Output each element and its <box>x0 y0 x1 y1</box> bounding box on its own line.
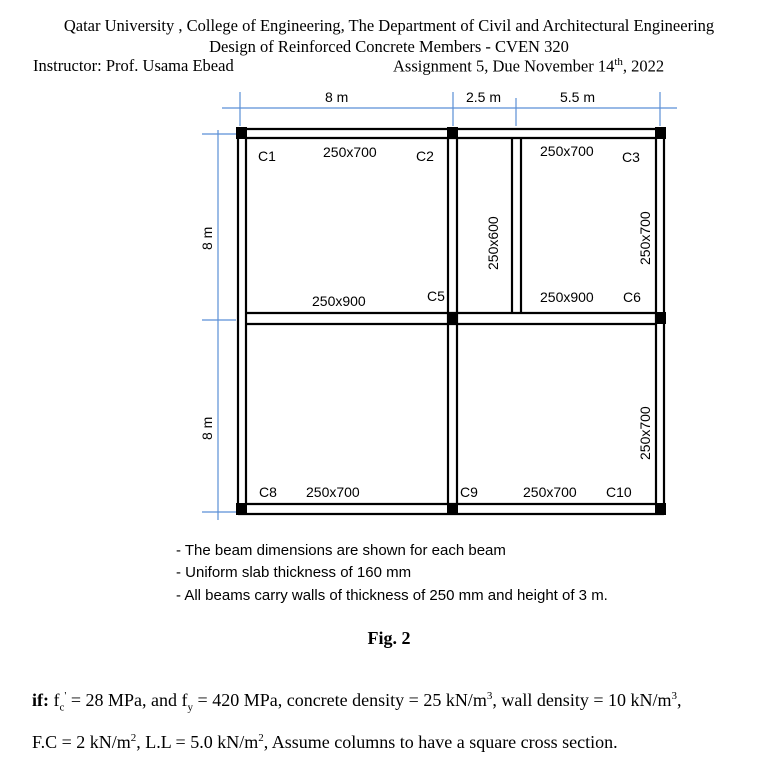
dim-top-2: 2.5 m <box>466 89 502 105</box>
label-c6: C6 <box>623 289 641 305</box>
given-line-1: if: $f_c' = 28$ MPa, and $f_y = 420$ MPa, concrete density = 25 $kN/m^3$, wall density = 10 $kN/m^3$, <box>32 690 682 714</box>
dim-left-2: 8 m <box>199 416 215 440</box>
given-fc: 28 MPa <box>85 690 143 710</box>
label-c10: C10 <box>606 484 632 500</box>
note-2: - Uniform slab thickness of 160 mm <box>176 564 412 581</box>
given-assume: Assume columns to have a square cross section. <box>271 732 618 752</box>
label-c8: C8 <box>259 484 277 500</box>
column-c2 <box>447 127 458 139</box>
assignment-suffix: , 2022 <box>622 56 665 76</box>
column-c8 <box>236 503 247 515</box>
beam-label-mid-right: 250x900 <box>540 289 594 305</box>
column-c3 <box>655 127 666 139</box>
given-concrete-density: 25 kN/m <box>423 690 487 710</box>
figure-caption: Fig. 2 <box>367 628 411 648</box>
dim-top-1: 8 m <box>325 89 349 105</box>
given-wall-density: 10 kN/m <box>607 690 672 710</box>
label-c3: C3 <box>622 149 640 165</box>
beam-label-right-lower: 250x700 <box>637 406 653 460</box>
given-line-2: F.C = 2 $kN/m^2$, L.L = 5.0 $kN/m^2$, Assume columns to have a square cross section. <box>32 732 618 752</box>
column-c5 <box>447 312 458 324</box>
label-c1: C1 <box>258 148 276 164</box>
beam-label-mid-left: 250x900 <box>312 293 366 309</box>
label-c9: C9 <box>460 484 478 500</box>
column-markers <box>236 127 666 515</box>
dim-top-3: 5.5 m <box>560 89 596 105</box>
given-ll-load: L.L = 5.0 kN/m <box>145 732 259 752</box>
beam-label-vertical-middle: 250x600 <box>485 216 501 270</box>
plan-labels <box>199 89 653 500</box>
beam-label-bottom-left: 250x700 <box>306 484 360 500</box>
beam-label-bottom-right: 250x700 <box>523 484 577 500</box>
beam-label-right-upper: 250x700 <box>637 211 653 265</box>
assignment-prefix: Assignment 5, Due November 14 <box>393 56 615 76</box>
note-1: - The beam dimensions are shown for each beam <box>176 542 506 559</box>
given-fy: 420 MPa <box>212 690 278 710</box>
header-line-2: Design of Reinforced Concrete Members - CVEN 320 <box>209 37 569 56</box>
column-c10 <box>655 503 666 515</box>
label-c5: C5 <box>427 288 445 304</box>
note-3: - All beams carry walls of thickness of 250 mm and height of 3 m. <box>176 587 608 604</box>
header-line-1: Qatar University , College of Engineering, The Department of Civil and Architectural Engineering <box>63 16 715 35</box>
label-c2: C2 <box>416 148 434 164</box>
beam-label-top-left: 250x700 <box>323 144 377 160</box>
assignment-sup: th <box>614 56 623 68</box>
dim-left-1: 8 m <box>199 226 215 250</box>
if-label: if: <box>32 690 49 710</box>
instructor-label: Instructor: Prof. Usama Ebead <box>33 56 234 75</box>
column-c9 <box>447 503 458 515</box>
beam-label-top-right: 250x700 <box>540 143 594 159</box>
column-c6 <box>655 312 666 324</box>
given-fc-load: F.C = 2 kN/m <box>32 732 131 752</box>
column-c1 <box>236 127 247 139</box>
